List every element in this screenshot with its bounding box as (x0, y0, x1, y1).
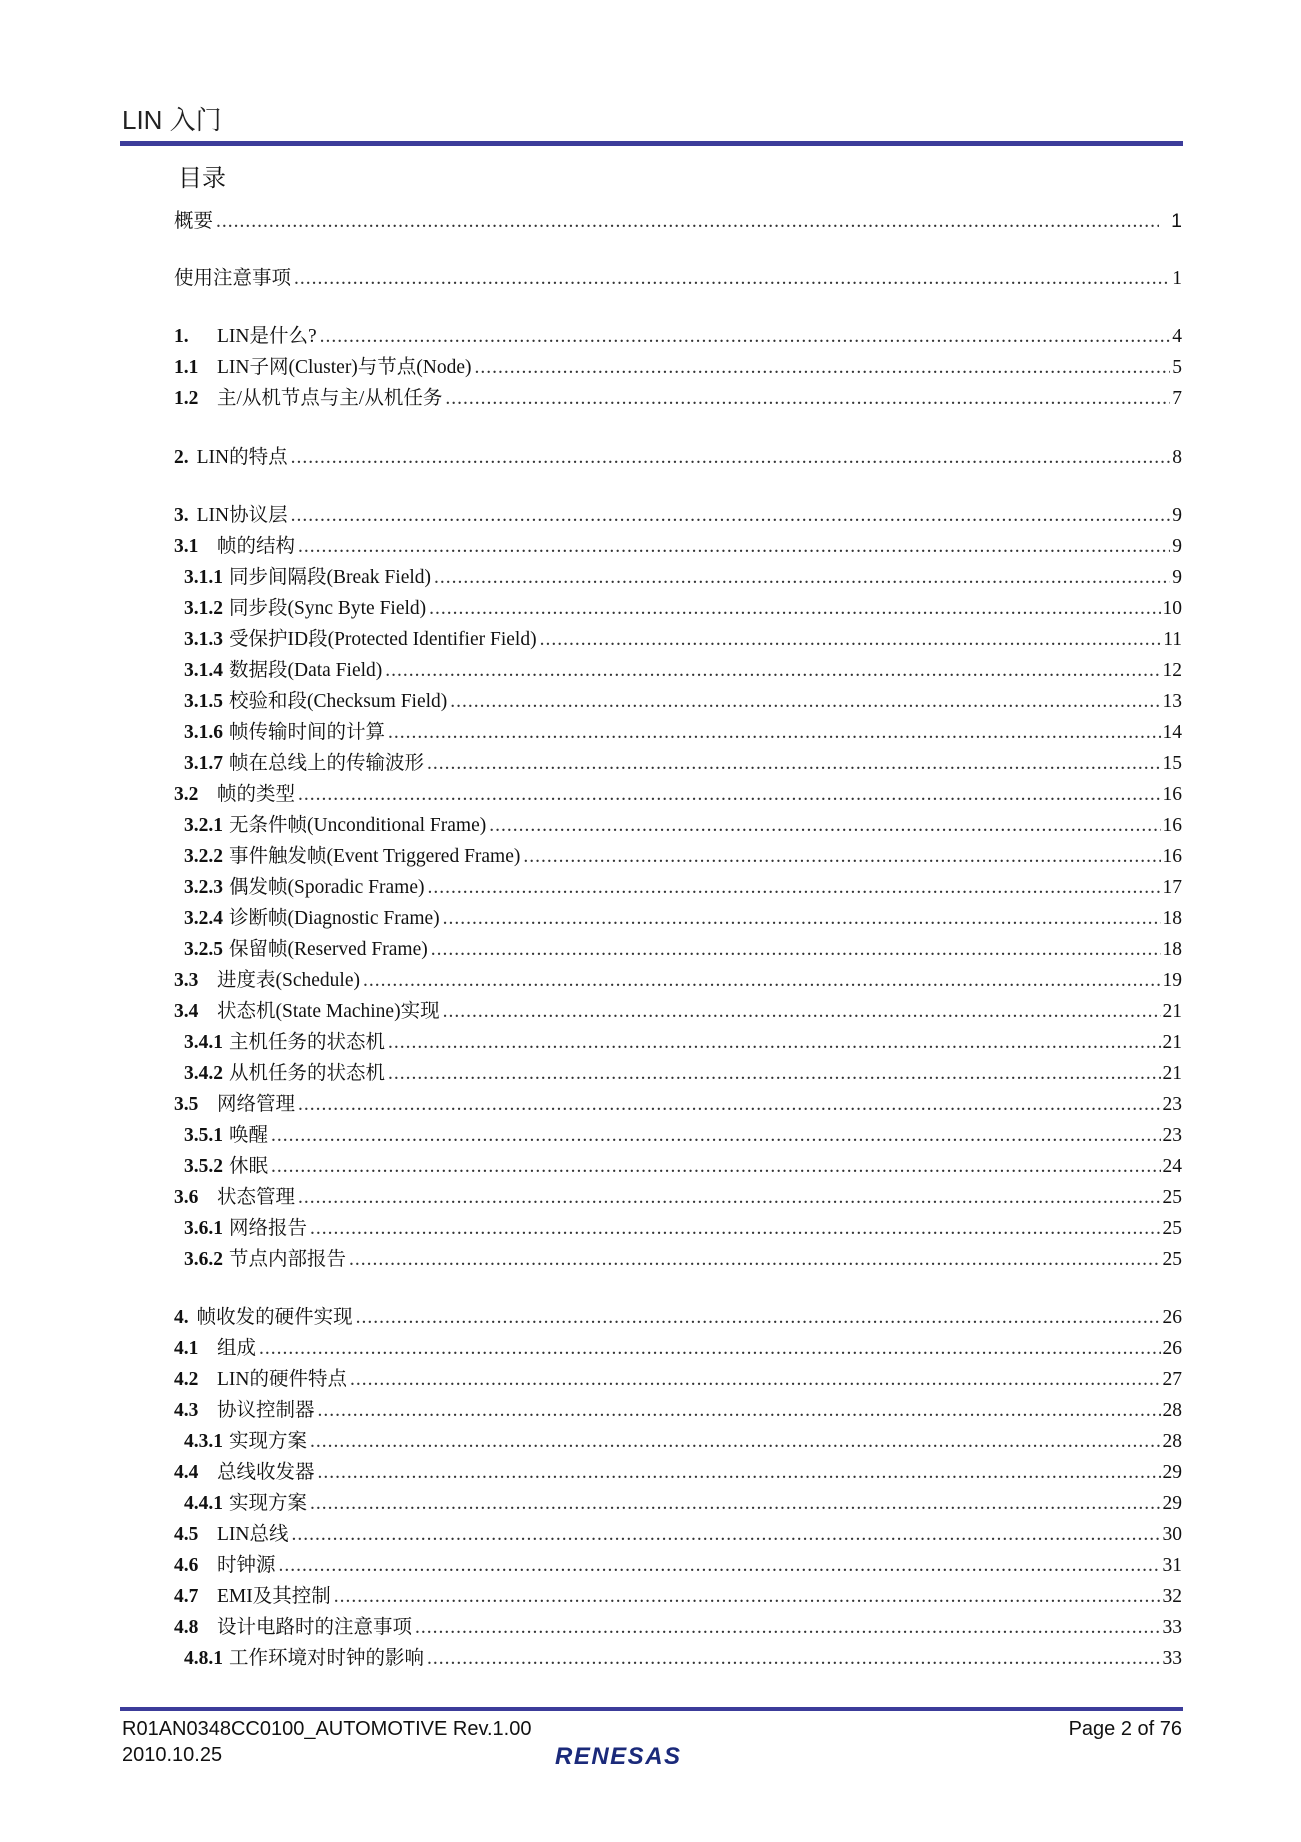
toc-entry-title: 状态机(State Machine)实现 (217, 1001, 440, 1022)
toc-entry-number: 3.1.6 (184, 722, 223, 743)
toc-leader-dots (350, 1366, 1161, 1394)
toc-entry-page: 15 (1162, 753, 1182, 774)
toc-entry-page: 1 (1172, 268, 1182, 289)
toc-entry-number: 3.5 (174, 1094, 199, 1115)
toc-entry[interactable] (184, 1153, 1182, 1181)
toc-entry-number: 3.6.2 (184, 1249, 223, 1270)
toc-entry[interactable] (174, 207, 1182, 235)
toc-entry-page: 26 (1162, 1338, 1182, 1359)
toc-entry[interactable] (184, 1490, 1182, 1518)
toc-leader-dots (427, 1645, 1160, 1673)
toc-entry-page: 4 (1172, 326, 1182, 347)
toc-entry-title: 校验和段(Checksum Field) (229, 691, 448, 712)
toc-entry-title: 数据段(Data Field) (229, 660, 383, 681)
toc-leader-dots (540, 626, 1162, 654)
toc-entry-number: 3.2.2 (184, 846, 223, 867)
toc-entry[interactable] (184, 719, 1182, 747)
toc-entry-page: 32 (1162, 1586, 1182, 1607)
toc-entry-page: 25 (1162, 1187, 1182, 1208)
toc-entry-title: 从机任务的状态机 (229, 1063, 386, 1084)
toc-entry[interactable] (184, 595, 1182, 623)
toc-entry-page: 28 (1162, 1400, 1182, 1421)
toc-entry-title: 组成 (217, 1338, 257, 1359)
toc-entry-title: LIN的硬件特点 (217, 1369, 347, 1390)
toc-entry-title: 唤醒 (229, 1125, 269, 1146)
toc-entry-number: 3.1.1 (184, 567, 223, 588)
toc-leader-dots (434, 564, 1170, 592)
toc-entry-page: 9 (1172, 536, 1182, 557)
toc-entry-page: 18 (1162, 939, 1182, 960)
toc-entry-page: 17 (1162, 877, 1182, 898)
toc-entry[interactable] (174, 781, 1182, 809)
toc-leader-dots (427, 750, 1160, 778)
renesas-logo (553, 1742, 713, 1770)
toc-entry-number: 4.4 (174, 1462, 199, 1483)
toc-entry-page: 19 (1162, 970, 1182, 991)
toc-leader-dots (294, 265, 1170, 293)
toc-entry-number: 3.4.2 (184, 1063, 223, 1084)
toc-entry-page: 33 (1162, 1648, 1182, 1669)
toc-entry-number: 3.1.3 (184, 629, 223, 650)
toc-entry[interactable] (174, 967, 1182, 995)
toc-entry[interactable] (174, 385, 1182, 413)
toc-entry-title: 保留帧(Reserved Frame) (229, 939, 428, 960)
toc-leader-dots (475, 354, 1171, 382)
toc-entry-title: 实现方案 (229, 1431, 308, 1452)
toc-entry-page: 8 (1172, 447, 1182, 468)
toc-entry-title: 状态管理 (217, 1187, 296, 1208)
toc-entry-page: 30 (1162, 1524, 1182, 1545)
toc-leader-dots (298, 781, 1160, 809)
toc-leader-dots (385, 657, 1160, 685)
toc-entry-title: 帧在总线上的传输波形 (229, 753, 425, 774)
page-number: Page 2 of 76 (1068, 1718, 1182, 1740)
toc-entry-number: 4.2 (174, 1369, 199, 1390)
toc-entry-page: 5 (1172, 357, 1182, 378)
toc-entry[interactable] (184, 564, 1182, 592)
toc-leader-dots (271, 1122, 1160, 1150)
toc-leader-dots (429, 595, 1160, 623)
toc-entry-title: EMI及其控制 (217, 1586, 331, 1607)
toc-entry[interactable] (174, 1397, 1182, 1425)
toc-entry-title: 网络管理 (217, 1094, 296, 1115)
toc-entry[interactable] (174, 1091, 1182, 1119)
toc-leader-dots (310, 1490, 1160, 1518)
toc-entry[interactable] (184, 812, 1182, 840)
toc-entry-number: 2. (174, 447, 189, 468)
toc-leader-dots (388, 719, 1160, 747)
toc-entry-page: 16 (1162, 784, 1182, 805)
toc-entry[interactable] (174, 265, 1182, 293)
toc-entry-page: 26 (1162, 1307, 1182, 1328)
toc-entry-number: 3.1 (174, 536, 199, 557)
toc-leader-dots (279, 1552, 1161, 1580)
toc-entry[interactable] (184, 1060, 1182, 1088)
toc-entry-number: 3.2 (174, 784, 199, 805)
toc-leader-dots (271, 1153, 1160, 1181)
toc-entry-title: 帧的结构 (217, 536, 296, 557)
toc-entry-title: LIN协议层 (196, 505, 288, 526)
toc-entry[interactable] (174, 323, 1182, 351)
toc-entry[interactable] (184, 1428, 1182, 1456)
toc-entry-number: 4.3.1 (184, 1431, 223, 1452)
toc-entry-title: 帧收发的硬件实现 (196, 1307, 353, 1328)
toc-entry-title: LIN总线 (217, 1524, 289, 1545)
toc-entry-title: 诊断帧(Diagnostic Frame) (229, 908, 440, 929)
toc-entry-number: 3.4.1 (184, 1032, 223, 1053)
toc-entry-page: 16 (1162, 846, 1182, 867)
toc-entry[interactable] (174, 1614, 1182, 1642)
toc-entry[interactable] (184, 750, 1182, 778)
toc-entry[interactable] (174, 1552, 1182, 1580)
toc-entry-number: 3.1.7 (184, 753, 223, 774)
toc-entry-title: 无条件帧(Unconditional Frame) (229, 815, 487, 836)
toc-entry-number: 3.6 (174, 1187, 199, 1208)
toc-entry-page: 29 (1162, 1462, 1182, 1483)
toc-entry-number: 1.1 (174, 357, 199, 378)
toc-entry-page: 11 (1163, 629, 1182, 650)
toc-entry-title: 协议控制器 (217, 1400, 315, 1421)
toc-entry[interactable] (174, 354, 1182, 382)
toc-entry-title: 工作环境对时钟的影响 (229, 1648, 425, 1669)
toc-leader-dots (415, 1614, 1160, 1642)
toc-entry[interactable] (184, 874, 1182, 902)
toc-entry[interactable] (184, 657, 1182, 685)
toc-entry-page: 33 (1162, 1617, 1182, 1638)
toc-entry-title: 帧传输时间的计算 (229, 722, 386, 743)
toc-leader-dots (334, 1583, 1161, 1611)
toc-entry-number: 4. (174, 1307, 189, 1328)
toc-leader-dots (356, 1304, 1161, 1332)
toc-entry-title: LIN子网(Cluster)与节点(Node) (217, 357, 472, 378)
toc-leader-dots (523, 843, 1160, 871)
toc-entry-number: 3.2.1 (184, 815, 223, 836)
toc-entry[interactable] (174, 998, 1182, 1026)
toc-leader-dots (291, 444, 1171, 472)
toc-entry-page: 25 (1162, 1249, 1182, 1270)
toc-entry-number: 4.5 (174, 1524, 199, 1545)
toc-entry-title: 概要 (174, 211, 214, 232)
toc-entry-title: 帧的类型 (217, 784, 296, 805)
toc-entry-page: 18 (1162, 908, 1182, 929)
toc-entry[interactable] (174, 1583, 1182, 1611)
toc-entry-number: 4.8 (174, 1617, 199, 1638)
toc-entry-number: 1. (174, 326, 189, 347)
toc-entry-page: 1 (1171, 210, 1182, 232)
toc-entry[interactable] (184, 936, 1182, 964)
toc-entry[interactable] (184, 843, 1182, 871)
toc-leader-dots (318, 1397, 1161, 1425)
toc-entry-page: 21 (1162, 1032, 1182, 1053)
toc-entry-page: 9 (1172, 567, 1182, 588)
toc-entry[interactable] (184, 1215, 1182, 1243)
toc-entry[interactable] (174, 1304, 1182, 1332)
toc-leader-dots (291, 502, 1171, 530)
toc-leader-dots (428, 874, 1161, 902)
toc-entry-page: 16 (1162, 815, 1182, 836)
toc-leader-dots (292, 1521, 1161, 1549)
toc-entry[interactable] (174, 1366, 1182, 1394)
document-number: R01AN0348CC0100_AUTOMOTIVE Rev.1.00 (122, 1718, 532, 1740)
toc-entry[interactable] (174, 1459, 1182, 1487)
toc-entry[interactable] (174, 502, 1182, 530)
toc-entry[interactable] (184, 1645, 1182, 1673)
toc-leader-dots (349, 1246, 1160, 1274)
toc-entry-title: 网络报告 (229, 1218, 308, 1239)
toc-leader-dots (298, 1091, 1160, 1119)
document-date: 2010.10.25 (122, 1744, 223, 1766)
toc-leader-dots (489, 812, 1160, 840)
toc-entry-title: 主机任务的状态机 (229, 1032, 386, 1053)
toc-entry-title: 实现方案 (229, 1493, 308, 1514)
toc-entry-page: 24 (1162, 1156, 1182, 1177)
toc-leader-dots (310, 1215, 1160, 1243)
toc-entry-number: 3. (174, 505, 189, 526)
toc-entry-title: 事件触发帧(Event Triggered Frame) (229, 846, 521, 867)
toc-entry-number: 4.7 (174, 1586, 199, 1607)
toc-entry[interactable] (174, 1335, 1182, 1363)
toc-entry-title: 设计电路时的注意事项 (217, 1617, 413, 1638)
toc-entry-number: 3.1.4 (184, 660, 223, 681)
toc-entry-page: 7 (1172, 388, 1182, 409)
toc-entry[interactable] (174, 1184, 1182, 1212)
toc-entry-page: 13 (1162, 691, 1182, 712)
toc-entry[interactable] (184, 626, 1182, 654)
toc-entry-number: 3.4 (174, 1001, 199, 1022)
toc-entry-title: 节点内部报告 (229, 1249, 347, 1270)
toc-entry-number: 3.1.5 (184, 691, 223, 712)
toc-entry-page: 27 (1162, 1369, 1182, 1390)
toc-entry[interactable] (184, 1029, 1182, 1057)
toc-entry[interactable] (174, 533, 1182, 561)
toc-title: 目录 (178, 164, 226, 192)
toc-entry[interactable] (184, 1246, 1182, 1274)
toc-entry-number: 3.2.5 (184, 939, 223, 960)
toc-leader-dots (388, 1060, 1160, 1088)
toc-entry-page: 31 (1162, 1555, 1182, 1576)
toc-leader-dots (450, 688, 1160, 716)
toc-entry-title: 总线收发器 (217, 1462, 315, 1483)
toc-entry-page: 10 (1162, 598, 1182, 619)
toc-leader-dots (363, 967, 1161, 995)
toc-entry-number: 3.1.2 (184, 598, 223, 619)
toc-leader-dots (445, 385, 1170, 413)
toc-entry-title: 时钟源 (217, 1555, 276, 1576)
toc-entry-page: 14 (1162, 722, 1182, 743)
toc-entry-title: 受保护ID段(Protected Identifier Field) (229, 629, 537, 650)
toc-entry-page: 28 (1162, 1431, 1182, 1452)
toc-entry-page: 23 (1162, 1125, 1182, 1146)
footer-rule (120, 1707, 1183, 1711)
toc-leader-dots (388, 1029, 1160, 1057)
toc-entry-title: 休眠 (229, 1156, 269, 1177)
toc-entry-page: 25 (1162, 1218, 1182, 1239)
toc-leader-dots (298, 1184, 1160, 1212)
toc-entry-number: 3.5.1 (184, 1125, 223, 1146)
toc-entry-page: 12 (1162, 660, 1182, 681)
toc-entry[interactable] (184, 688, 1182, 716)
toc-entry-page: 9 (1172, 505, 1182, 526)
toc-entry-number: 3.5.2 (184, 1156, 223, 1177)
toc-entry-title: 同步间隔段(Break Field) (229, 567, 432, 588)
toc-entry-title: 同步段(Sync Byte Field) (229, 598, 427, 619)
toc-entry-title: 使用注意事项 (174, 268, 292, 289)
toc-leader-dots (443, 998, 1161, 1026)
toc-entry-title: 主/从机节点与主/从机任务 (217, 388, 443, 409)
toc-entry[interactable] (174, 444, 1182, 472)
toc-entry-number: 3.6.1 (184, 1218, 223, 1239)
toc-entry-number: 4.1 (174, 1338, 199, 1359)
toc-entry-number: 4.3 (174, 1400, 199, 1421)
toc-leader-dots (298, 533, 1170, 561)
toc-leader-dots (443, 905, 1161, 933)
toc-entry-page: 21 (1162, 1063, 1182, 1084)
toc-leader-dots (320, 323, 1171, 351)
toc-leader-dots (216, 208, 1159, 236)
toc-entry-page: 29 (1162, 1493, 1182, 1514)
toc-leader-dots (431, 936, 1161, 964)
toc-entry-number: 4.4.1 (184, 1493, 223, 1514)
toc-entry-number: 3.2.4 (184, 908, 223, 929)
toc-entry-title: 进度表(Schedule) (217, 970, 360, 991)
toc-entry-page: 23 (1162, 1094, 1182, 1115)
renesas-logo-text: RENESAS (555, 1743, 682, 1770)
toc-leader-dots (310, 1428, 1160, 1456)
document-header-title: LIN 入门 (122, 105, 222, 135)
toc-entry-title: LIN的特点 (196, 447, 288, 468)
toc-entry-page: 21 (1162, 1001, 1182, 1022)
toc-entry-title: 偶发帧(Sporadic Frame) (229, 877, 425, 898)
toc-entry-title: LIN是什么? (217, 326, 317, 347)
toc-leader-dots (259, 1335, 1160, 1363)
toc-entry-number: 4.8.1 (184, 1648, 223, 1669)
toc-entry[interactable] (184, 1122, 1182, 1150)
toc-entry-number: 4.6 (174, 1555, 199, 1576)
toc-entry-number: 3.3 (174, 970, 199, 991)
toc-entry[interactable] (174, 1521, 1182, 1549)
toc-entry-number: 3.2.3 (184, 877, 223, 898)
toc-leader-dots (318, 1459, 1161, 1487)
toc-entry-number: 1.2 (174, 388, 199, 409)
toc-entry[interactable] (184, 905, 1182, 933)
